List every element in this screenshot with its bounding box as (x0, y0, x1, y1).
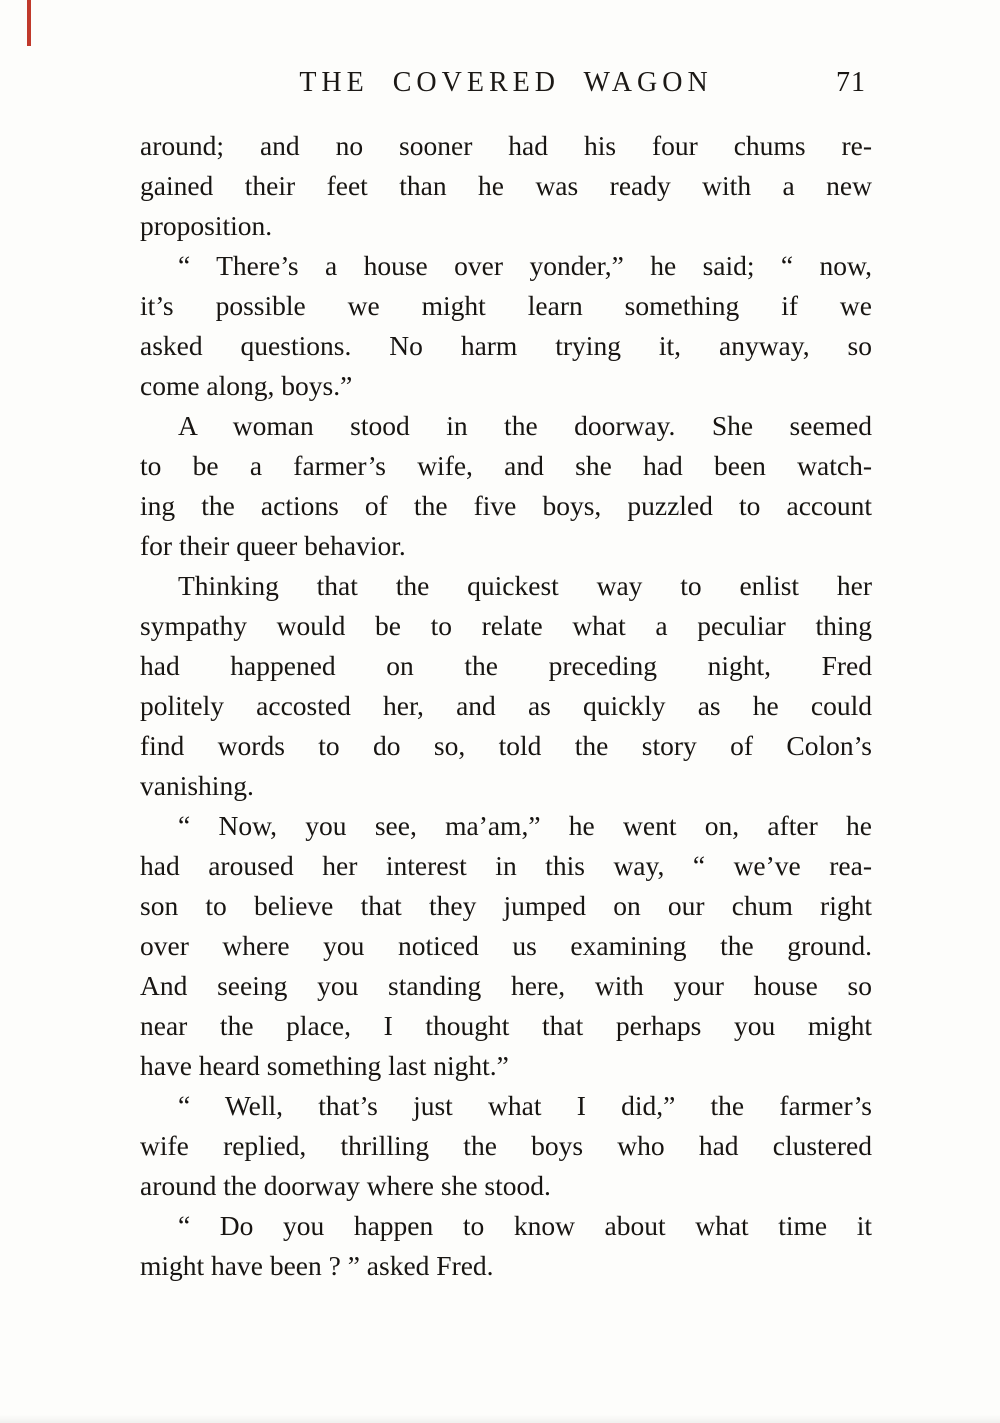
text-line: to be a farmer’s wife, and she had been watch- (140, 450, 872, 481)
text-line: Thinking that the quickest way to enlist her (178, 570, 872, 601)
text-line: “ There’s a house over yonder,” he said; “ now, (178, 250, 872, 281)
text-line: politely accosted her, and as quickly as he could (140, 690, 872, 721)
text-line: come along, boys.” (140, 370, 353, 401)
scan-artifact-red-line (27, 0, 31, 46)
text-line: wife replied, thrilling the boys who had clustered (140, 1130, 872, 1161)
text-line: sympathy would be to relate what a peculiar thing (140, 610, 872, 641)
text-line: “ Do you happen to know about what time it (178, 1210, 872, 1241)
running-header (140, 64, 872, 104)
text-line: asked questions. No harm trying it, anyway, so (140, 330, 872, 361)
page-body (140, 126, 872, 1286)
text-line: And seeing you standing here, with your house so (140, 970, 872, 1001)
text-line: A woman stood in the doorway. She seemed (178, 410, 872, 441)
page-bottom-edge (0, 1415, 1000, 1423)
text-line: around; and no sooner had his four chums re- (140, 130, 872, 161)
paragraph (140, 246, 872, 406)
text-line: proposition. (140, 210, 273, 241)
paragraph (140, 806, 872, 1086)
text-line: son to believe that they jumped on our chum right (140, 890, 872, 921)
text-line: near the place, I thought that perhaps you might (140, 1010, 872, 1041)
page-number: 71 (836, 67, 866, 98)
text-line: had aroused her interest in this way, “ we’ve rea- (140, 850, 872, 881)
page-title: THE COVERED WAGON (299, 67, 713, 98)
text-line: “ Well, that’s just what I did,” the farmer’s (178, 1090, 872, 1121)
paragraph (140, 1206, 872, 1286)
text-line: had happened on the preceding night, Fred (140, 650, 872, 681)
paragraph (140, 126, 872, 246)
text-line: ing the actions of the five boys, puzzled to account (140, 490, 872, 521)
text-line: have heard something last night.” (140, 1050, 509, 1081)
text-line: vanishing. (140, 770, 254, 801)
paragraph (140, 566, 872, 806)
text-line: for their queer behavior. (140, 530, 406, 561)
text-line: find words to do so, told the story of Colon’s (140, 730, 872, 761)
text-line: around the doorway where she stood. (140, 1170, 551, 1201)
text-line: gained their feet than he was ready with a new (140, 170, 872, 201)
text-line: “ Now, you see, ma’am,” he went on, after he (178, 810, 872, 841)
paragraph (140, 406, 872, 566)
text-line: might have been ? ” asked Fred. (140, 1250, 494, 1281)
paragraph (140, 1086, 872, 1206)
text-line: it’s possible we might learn something if we (140, 290, 872, 321)
text-line: over where you noticed us examining the ground. (140, 930, 872, 961)
